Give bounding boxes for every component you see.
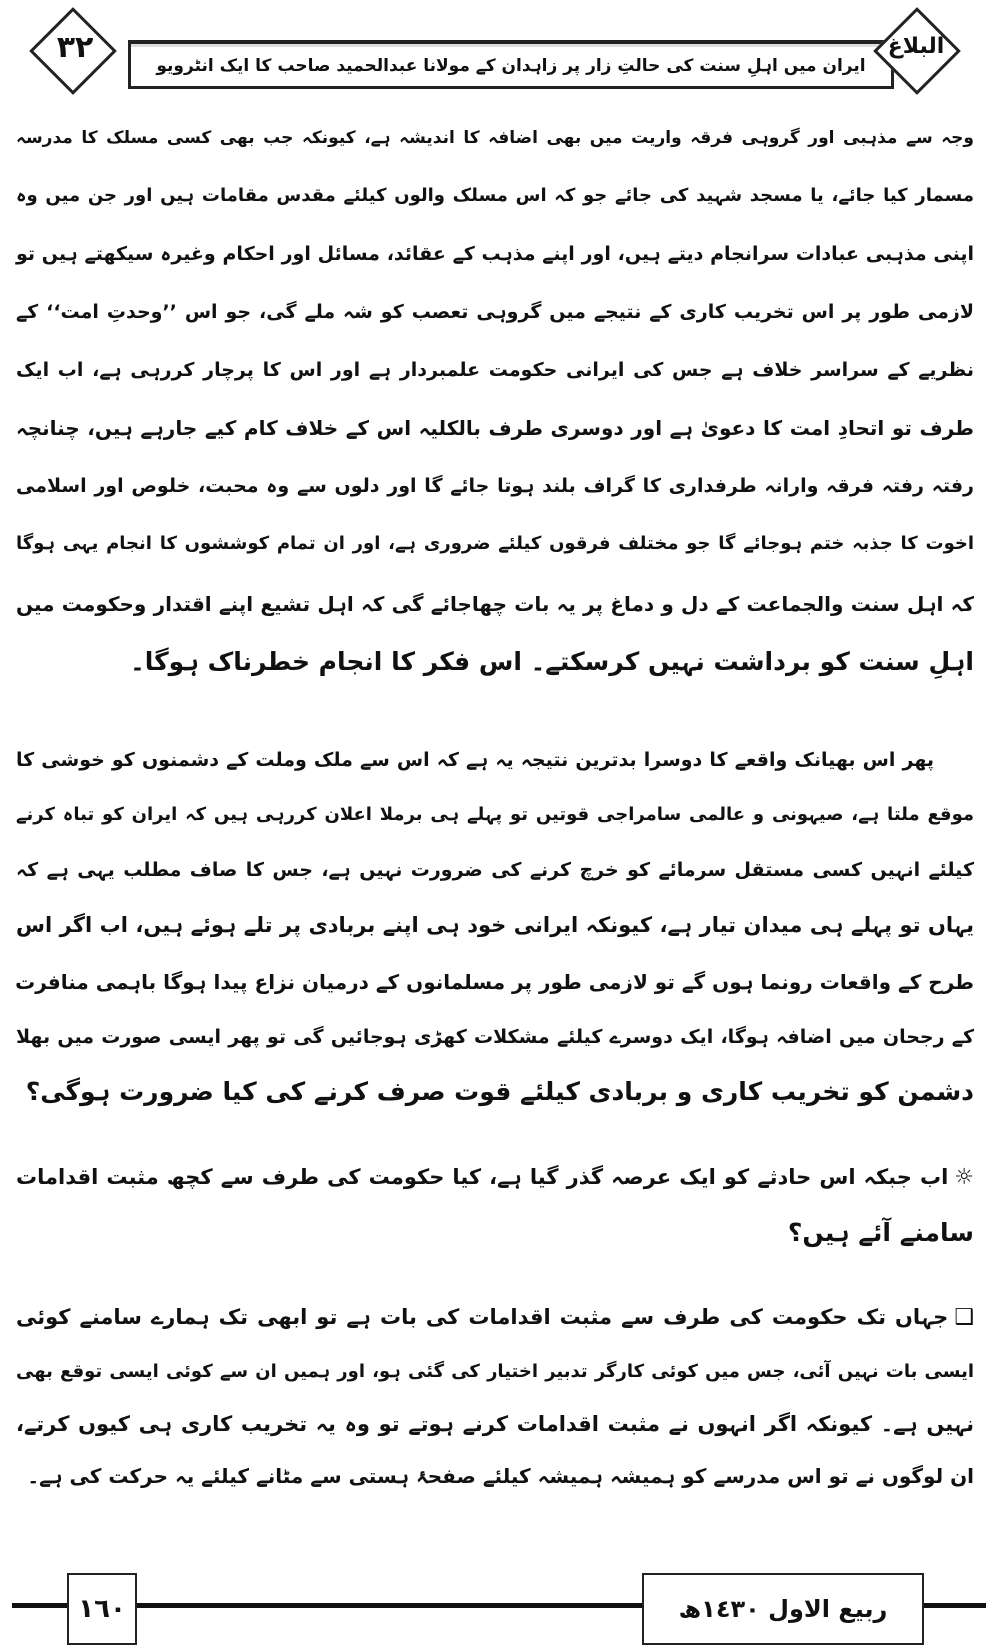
text-line: کہ اہل سنت والجماعت کے دل و دماغ پر یہ بات چھاجائے گی کہ اہل تشیع اپنے اقتدار وحکومت میں	[16, 592, 974, 616]
text-line: موقع ملتا ہے، صیہونی و عالمی سامراجی قوتیں تو پہلے ہی برملا اعلان کررہی ہیں کہ ایران کو تباہ کرنے	[16, 804, 974, 825]
text-line: سامنے آئے ہیں؟	[787, 1218, 974, 1247]
text-line: طرف تو اتحادِ امت کا دعویٰ ہے اور دوسری طرف بالکلیہ اس کے خلاف کام کیے جارہے ہیں، چنانچہ	[16, 416, 974, 440]
text-line: مسمار کیا جائے، یا مسجد شہید کی جائے جو کہ اس مسلک والوں کیلئے مقدس مقامات ہیں اور جن میں وہ	[16, 185, 974, 206]
article-title: ایران میں اہلِ سنت کی حالتِ زار پر زاہدان کے مولانا عبدالحمید صاحب کا ایک انٹرویو	[156, 55, 866, 76]
page-badge: ٣٢	[56, 30, 94, 65]
text-line: اہلِ سنت کو برداشت نہیں کرسکتے۔ اس فکر کا انجام خطرناک ہوگا۔	[130, 647, 974, 676]
text-line	[16, 1297, 974, 1338]
text-line: دشمن کو تخریب کاری و بربادی کیلئے قوت صرف کرنے کی کیا ضرورت ہوگی؟	[25, 1077, 974, 1106]
text-line: ایسی بات نہیں آئی، جس میں کوئی کارگر تدبیر اختیار کی گئی ہو، اور ہمیں ان سے کوئی ایسی توقع بھی	[16, 1361, 974, 1382]
answer-text: جہاں تک حکومت کی طرف سے مثبت اقدامات کی بات ہے تو ابھی تک ہمارے سامنے کوئی	[16, 1305, 949, 1329]
issue-date: ربیع الاول ١٤٣٠ھ	[642, 1573, 924, 1645]
text-line: وجہ سے مذہبی اور گروہی فرقہ واریت میں بھی اضافہ کا اندیشہ ہے، کیونکہ جب بھی کسی مسلک کا مدرسہ	[16, 128, 974, 148]
text-line: پھر اس بھیانک واقعے کا دوسرا بدترین نتیجہ یہ ہے کہ اس سے ملک وملت کے دشمنوں کو خوشی کا	[16, 749, 934, 771]
text-line: لازمی طور پر اس تخریب کاری کے نتیجے میں گروہی تعصب کو شہ ملے گی، جو اس ’’وحدتِ امت‘‘ کے	[16, 301, 974, 323]
text-line	[16, 1157, 974, 1198]
page-number: ١٦٠	[67, 1573, 137, 1645]
text-line: رفتہ رفتہ فرقہ وارانہ طرفداری کا گراف بلند ہوتا جائے گا اور دلوں سے وہ محبت، خلوص اور اسلامی	[16, 475, 974, 497]
text-line: ان لوگوں نے تو اس مدرسے کو ہمیشہ ہمیشہ کیلئے صفحۂ ہستی سے مٹانے کیلئے یہ حرکت کی ہے۔	[27, 1464, 974, 1488]
text-line: اپنی مذہبی عبادات سرانجام دیتے ہیں، اور اپنے مذہب کے عقائد، مسائل اور احکام وغیرہ سیکھتے ہیں تو	[16, 243, 974, 265]
text-line: کیلئے انہیں کسی مستقل سرمائے کو خرچ کرنے کی ضرورت نہیں ہے، جس کا صاف مطلب یہی ہے کہ	[16, 859, 974, 881]
text-line: نہیں ہے۔ کیونکہ اگر انہوں نے مثبت اقدامات کرنے ہوتے تو وہ یہ تخریب کاری ہی کیوں کرتے،	[16, 1412, 974, 1436]
sun-flower-icon: ☼	[954, 1165, 974, 1190]
text-line: یہاں تو پہلے ہی میدان تیار ہے، کیونکہ ایرانی خود ہی اپنے بربادی پر تلے ہوئے ہیں، اب اگر اس	[16, 913, 974, 937]
text-line: کے رجحان میں اضافہ ہوگا، ایک دوسرے کیلئے مشکلات کھڑی ہوجائیں گی تو پھر ایسی صورت میں بھلا	[16, 1026, 974, 1048]
text-line: نظریے کے سراسر خلاف ہے جس کی ایرانی حکومت علمبردار ہے اور اس کا پرچار کررہی ہے، اب ایک	[16, 359, 974, 381]
text-line: طرح کے واقعات رونما ہوں گے تو لازمی طور پر مسلمانوں کے درمیان نزاع پیدا ہوگا باہمی منافرت	[15, 970, 974, 994]
article-title-banner	[128, 40, 894, 89]
square-box-icon: ❑	[954, 1305, 974, 1330]
text-line: اخوت کا جذبہ ختم ہوجائے گا جو مختلف فرقوں کیلئے ضروری ہے، اور ان تمام کوششوں کا انجام یہی ہوگا	[16, 533, 974, 554]
question-text: اب جبکہ اس حادثے کو ایک عرصہ گذر گیا ہے، کیا حکومت کی طرف سے کچھ مثبت اقدامات	[16, 1165, 949, 1189]
magazine-logo: البلاغ	[887, 34, 945, 59]
